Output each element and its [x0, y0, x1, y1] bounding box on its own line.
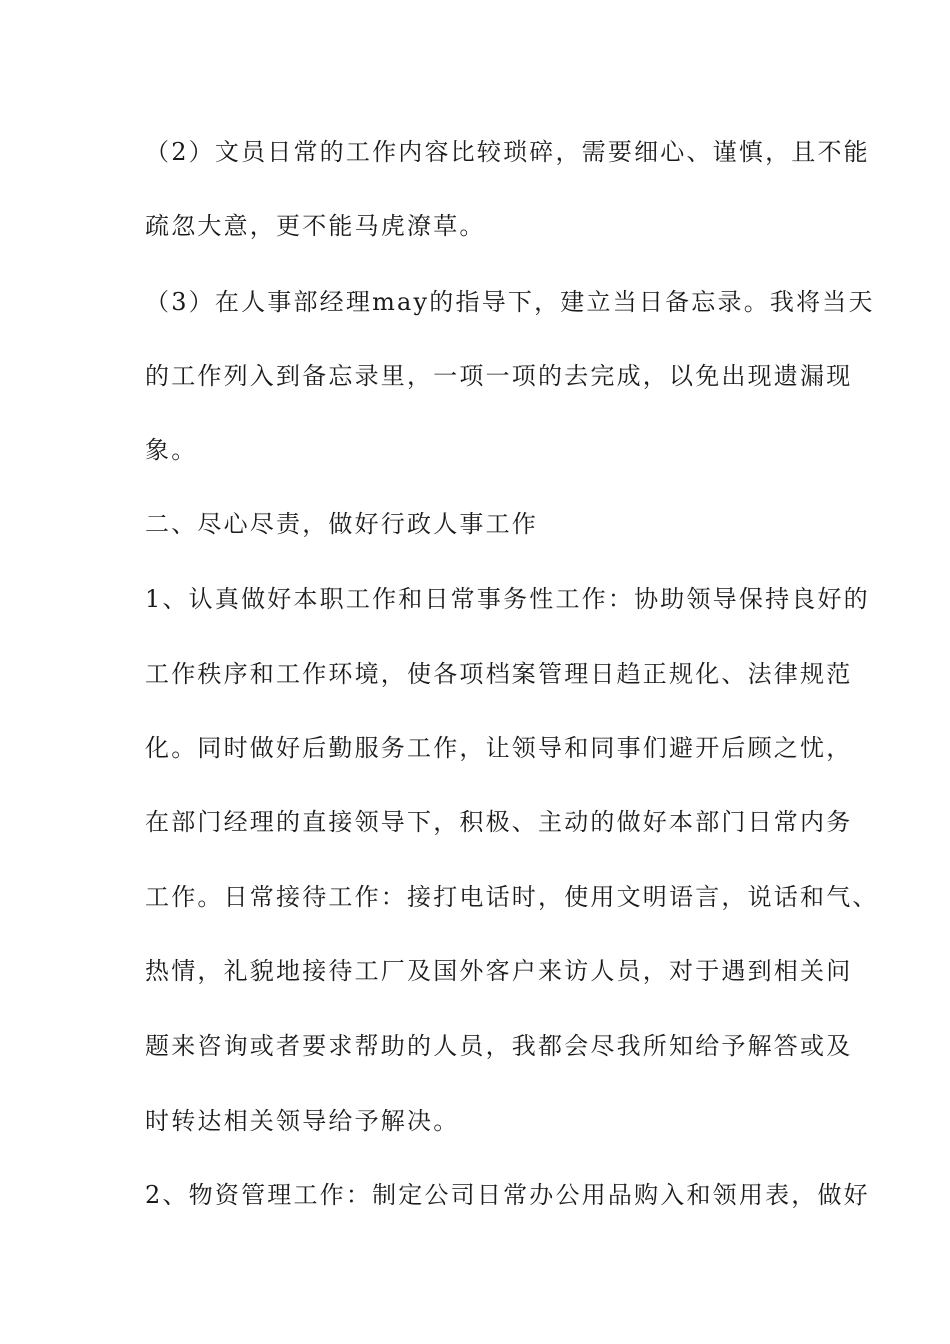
paragraph-line-8: 工作秩序和工作环境，使各项档案管理日趋正规化、法律规范 [145, 660, 853, 688]
paragraph-line-14: 时转达相关领导给予解决。 [145, 1107, 460, 1135]
section-heading: 二、尽心尽责，做好行政人事工作 [145, 510, 538, 538]
paragraph-line-11: 工作。日常接待工作：接打电话时，使用文明语言，说话和气、 [145, 883, 879, 911]
paragraph-line-10: 在部门经理的直接领导下，积极、主动的做好本部门日常内务 [145, 808, 853, 836]
paragraph-line-3: （3）在人事部经理may的指导下，建立当日备忘录。我将当天 [145, 288, 875, 316]
paragraph-line-9: 化。同时做好后勤服务工作，让领导和同事们避开后顾之忧， [145, 734, 853, 762]
paragraph-line-1: （2）文员日常的工作内容比较琐碎，需要细心、谨慎，且不能 [145, 138, 870, 166]
paragraph-line-7: 1、认真做好本职工作和日常事务性工作：协助领导保持良好的 [145, 585, 870, 613]
paragraph-line-15: 2、物资管理工作：制定公司日常办公用品购入和领用表，做好 [145, 1181, 870, 1209]
paragraph-line-12: 热情，礼貌地接待工厂及国外客户来访人员，对于遇到相关问 [145, 957, 853, 985]
paragraph-line-2: 疏忽大意，更不能马虎潦草。 [145, 212, 486, 240]
paragraph-line-4: 的工作列入到备忘录里，一项一项的去完成，以免出现遗漏现 [145, 362, 853, 390]
paragraph-line-13: 题来咨询或者要求帮助的人员，我都会尽我所知给予解答或及 [145, 1032, 853, 1060]
paragraph-line-5: 象。 [145, 436, 198, 464]
